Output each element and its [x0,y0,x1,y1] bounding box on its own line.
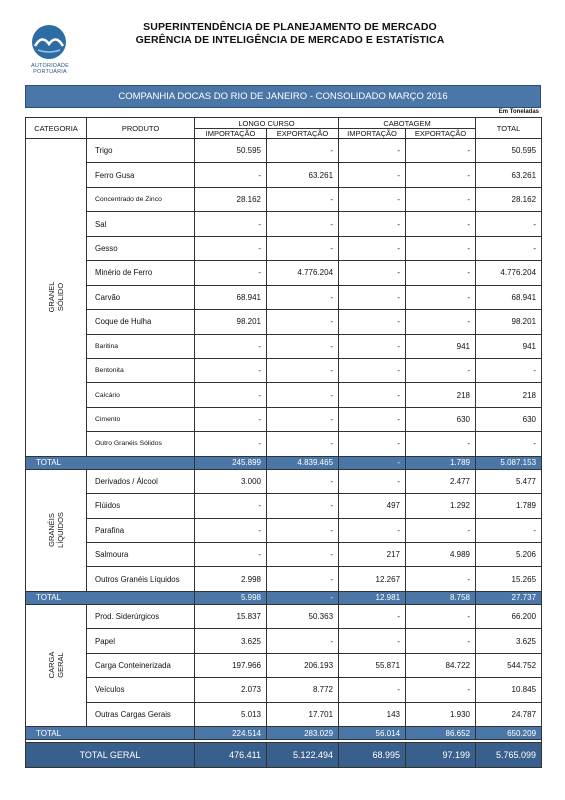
value-cell: - [267,518,339,542]
value-cell: - [406,310,476,334]
value-cell: 98.201 [195,310,267,334]
category-label: CARGA GERAL [47,652,65,679]
value-cell: - [339,310,406,334]
value-cell: - [267,334,339,358]
table-row [26,702,542,726]
value-cell: - [195,518,267,542]
product-cell: Bentonita [87,358,195,382]
product-cell: Papel [87,629,195,653]
col-longo-curso: LONGO CURSO [195,118,339,129]
value-cell: - [406,629,476,653]
product-cell: Salmoura [87,543,195,567]
value-cell: - [267,407,339,431]
value-cell: - [406,518,476,542]
total-value: 283.029 [267,727,339,740]
grand-total-value: 476.411 [195,743,267,768]
value-cell: - [339,139,406,163]
value-cell: - [406,358,476,382]
value-cell: 497 [339,494,406,518]
value-cell: - [476,212,542,236]
value-cell: 50.363 [267,604,339,628]
total-value: 5.998 [195,591,267,604]
value-cell: - [195,407,267,431]
value-cell: 941 [406,334,476,358]
value-cell: - [195,494,267,518]
value-cell: 1.292 [406,494,476,518]
value-cell: 206.193 [267,653,339,677]
col-categoria: CATEGORIA [26,118,87,139]
value-cell: - [195,383,267,407]
product-cell: Coque de Hulha [87,310,195,334]
total-label: TOTAL [26,591,195,604]
product-cell: Outros Granéis Líquidos [87,567,195,591]
value-cell: 28.162 [195,187,267,211]
category-cell [26,604,87,726]
total-value: 12.981 [339,591,406,604]
table-body [26,139,542,768]
header-line-2: GERÊNCIA DE INTELIGÊNCIA DE MERCADO E ESTATÍSTICA [135,34,445,46]
total-value: 5.087.153 [476,456,542,469]
grand-total-value: 68.995 [339,743,406,768]
value-cell: - [406,285,476,309]
value-cell: 5.477 [476,469,542,493]
value-cell: - [339,432,406,456]
product-cell: Sal [87,212,195,236]
product-cell: Minério de Ferro [87,261,195,285]
table-row [26,432,542,456]
total-value: 86.652 [406,727,476,740]
logo-text: AUTORIDADE PORTUÁRIA [31,63,69,75]
value-cell: - [267,285,339,309]
value-cell: 98.201 [476,310,542,334]
value-cell: - [195,163,267,187]
value-cell: 2.477 [406,469,476,493]
value-cell: 17.701 [267,702,339,726]
product-cell: Veículos [87,678,195,702]
value-cell: - [267,358,339,382]
table-row [26,543,542,567]
value-cell: - [476,236,542,260]
value-cell: - [339,261,406,285]
value-cell: - [195,432,267,456]
value-cell: 143 [339,702,406,726]
value-cell: 941 [476,334,542,358]
value-cell: 28.162 [476,187,542,211]
value-cell: 1.789 [476,494,542,518]
value-cell: - [267,212,339,236]
value-cell: 8.772 [267,678,339,702]
value-cell: 544.752 [476,653,542,677]
value-cell: 630 [476,407,542,431]
value-cell: 5.206 [476,543,542,567]
section-total-row [26,456,542,469]
value-cell: 4.776.204 [476,261,542,285]
table-row [26,187,542,211]
value-cell: 2.998 [195,567,267,591]
product-cell: Parafina [87,518,195,542]
product-cell: Flúidos [87,494,195,518]
value-cell: 63.261 [476,163,542,187]
value-cell: 63.261 [267,163,339,187]
value-cell: 10.845 [476,678,542,702]
value-cell: - [267,543,339,567]
value-cell: 66.200 [476,604,542,628]
table-row [26,629,542,653]
value-cell: 50.595 [195,139,267,163]
table-row [26,358,542,382]
product-cell: Cimento [87,407,195,431]
total-value: 650.209 [476,727,542,740]
value-cell: - [339,383,406,407]
category-cell [26,139,87,457]
col-total: TOTAL [476,118,542,139]
value-cell: - [267,139,339,163]
category-cell [26,469,87,591]
value-cell: - [195,358,267,382]
value-cell: 15.265 [476,567,542,591]
col-cab-importacao: IMPORTAÇÃO [339,129,406,139]
value-cell: - [339,407,406,431]
value-cell: - [339,469,406,493]
value-cell: - [339,358,406,382]
table-row [26,383,542,407]
total-label: TOTAL [26,456,195,469]
cargo-table [25,117,542,768]
product-cell: Outras Cargas Gerais [87,702,195,726]
value-cell: 5.013 [195,702,267,726]
value-cell: - [339,285,406,309]
product-cell: Carvão [87,285,195,309]
value-cell: 68.941 [476,285,542,309]
value-cell: - [339,678,406,702]
table-row [26,567,542,591]
unit-label: Em Toneladas [498,109,539,115]
value-cell: - [267,629,339,653]
value-cell: - [267,432,339,456]
value-cell: - [406,604,476,628]
value-cell: - [195,212,267,236]
table-row [26,285,542,309]
value-cell: - [339,212,406,236]
value-cell: - [476,518,542,542]
value-cell: - [476,358,542,382]
total-value: 56.014 [339,727,406,740]
category-label: GRANÉIS LÍQUIDOS [47,512,65,549]
value-cell: 3.625 [476,629,542,653]
value-cell: - [406,236,476,260]
value-cell: - [339,629,406,653]
report-title: COMPANHIA DOCAS DO RIO DE JANEIRO - CONSOLIDADO MARÇO 2016 [25,85,541,108]
col-lc-exportacao: EXPORTAÇÃO [267,129,339,139]
grand-total-value: 5.122.494 [267,743,339,768]
col-lc-importacao: IMPORTAÇÃO [195,129,267,139]
grand-total-value: 97.199 [406,743,476,768]
value-cell: 12.267 [339,567,406,591]
value-cell: - [267,310,339,334]
value-cell: - [267,187,339,211]
product-cell: Baritina [87,334,195,358]
table-row [26,261,542,285]
product-cell: Outro Granéis Sólidos [87,432,195,456]
table-row [26,494,542,518]
value-cell: - [267,494,339,518]
value-cell: 3.625 [195,629,267,653]
table-row [26,678,542,702]
value-cell: - [195,236,267,260]
product-cell: Prod. Siderúrgicos [87,604,195,628]
total-value: 8.758 [406,591,476,604]
value-cell: - [406,261,476,285]
value-cell: - [406,432,476,456]
header-line-1: SUPERINTENDÊNCIA DE PLANEJAMENTO DE MERCADO [143,21,437,33]
table-row [26,139,542,163]
value-cell: - [406,567,476,591]
value-cell: 1.930 [406,702,476,726]
total-value: 1.789 [406,456,476,469]
value-cell: - [195,543,267,567]
product-cell: Carga Conteinerizada [87,653,195,677]
table-row [26,653,542,677]
value-cell: - [476,432,542,456]
value-cell: - [195,261,267,285]
value-cell: - [339,163,406,187]
value-cell: - [339,604,406,628]
total-value: - [267,591,339,604]
value-cell: - [267,469,339,493]
value-cell: - [406,187,476,211]
product-cell: Gesso [87,236,195,260]
value-cell: - [267,383,339,407]
value-cell: - [339,518,406,542]
product-cell: Concentrado de Zinco [87,187,195,211]
value-cell: 197.966 [195,653,267,677]
table-row [26,236,542,260]
section-total-row [26,727,542,740]
grand-total-row [26,743,542,768]
col-cabotagem: CABOTAGEM [339,118,476,129]
category-label: GRANEL SÓLIDO [47,281,65,313]
value-cell: - [195,334,267,358]
value-cell: 3.000 [195,469,267,493]
total-value: - [339,456,406,469]
product-cell: Calcário [87,383,195,407]
value-cell: 50.595 [476,139,542,163]
table-row [26,407,542,431]
value-cell: 2.073 [195,678,267,702]
col-produto: PRODUTO [87,118,195,139]
value-cell: 217 [339,543,406,567]
product-cell: Trigo [87,139,195,163]
value-cell: - [267,567,339,591]
product-cell: Derivados / Álcool [87,469,195,493]
value-cell: 630 [406,407,476,431]
section-total-row [26,591,542,604]
value-cell: 68.941 [195,285,267,309]
grand-total-value: 5.765.099 [476,743,542,768]
value-cell: - [406,678,476,702]
value-cell: - [406,163,476,187]
value-cell: 218 [476,383,542,407]
value-cell: - [406,139,476,163]
value-cell: 15.837 [195,604,267,628]
value-cell: - [339,334,406,358]
value-cell: - [339,187,406,211]
table-row [26,212,542,236]
value-cell: - [267,236,339,260]
value-cell: - [339,236,406,260]
product-cell: Ferro Gusa [87,163,195,187]
value-cell: 4.776.204 [267,261,339,285]
total-value: 27.737 [476,591,542,604]
table-row [26,604,542,628]
value-cell: 218 [406,383,476,407]
value-cell: 84.722 [406,653,476,677]
total-value: 245.899 [195,456,267,469]
grand-total-label: TOTAL GERAL [26,743,195,768]
table-row [26,163,542,187]
table-row [26,469,542,493]
total-value: 4.839.465 [267,456,339,469]
value-cell: 55.871 [339,653,406,677]
value-cell: 4.989 [406,543,476,567]
table-row [26,334,542,358]
value-cell: - [406,212,476,236]
col-cab-exportacao: EXPORTAÇÃO [406,129,476,139]
total-value: 224.514 [195,727,267,740]
table-row [26,310,542,334]
value-cell: 24.787 [476,702,542,726]
table-row [26,518,542,542]
total-label: TOTAL [26,727,195,740]
